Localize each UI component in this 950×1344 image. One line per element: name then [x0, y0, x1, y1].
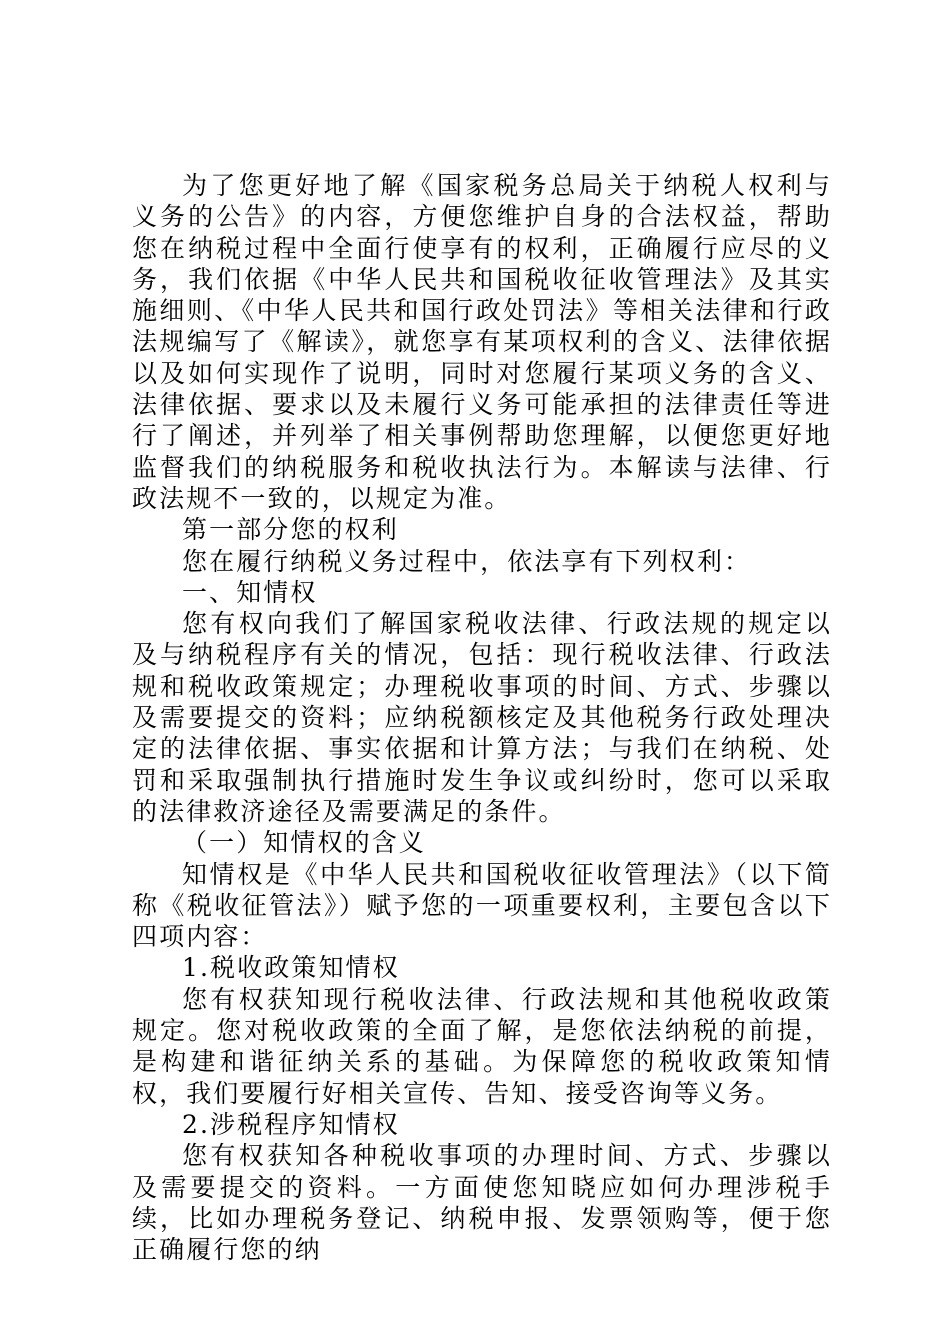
- rights-intro: 您在履行纳税义务过程中，依法享有下列权利：: [182, 546, 752, 576]
- section-1-paragraph: 您有权向我们了解国家税收法律、行政法规的规定以及与纳税程序有关的情况，包括：现行税收法律、行政法规和税收政策规定；办理税收事项的时间、方式、步骤以及需要提交的资料；应纳税额核定及其他税务行政处理决定的法律依据、事实依据和计算方法；与我们在纳税、处罚和采取强制执行措施时发生争议或纠纷时，您可以采取的法律救济途径及需要满足的条件。: [132, 609, 832, 826]
- subsection-1-title: （一）知情权的含义: [182, 828, 426, 858]
- section-1-title: 一、知情权: [182, 577, 318, 607]
- item-1-title: 1.税收政策知情权: [182, 953, 400, 983]
- item-1-paragraph: 您有权获知现行税收法律、行政法规和其他税收政策规定。您对税收政策的全面了解，是您依法纳税的前提，是构建和谐征纳关系的基础。为保障您的税收政策知情权，我们要履行好相关宣传、告知、接受咨询等义务。: [132, 984, 832, 1108]
- subsection-1-paragraph: 知情权是《中华人民共和国税收征收管理法》（以下简称《税收征管法》）赋予您的一项重要权利，主要包含以下四项内容：: [132, 859, 832, 952]
- item-2-title: 2.涉税程序知情权: [182, 1109, 400, 1139]
- part-title: 第一部分您的权利: [182, 515, 399, 545]
- intro-paragraph: 为了您更好地了解《国家税务总局关于纳税人权利与义务的公告》的内容，方便您维护自身的合法权益，帮助您在纳税过程中全面行使享有的权利，正确履行应尽的义务，我们依据《中华人民共和国税收征收管理法》及其实施细则、《中华人民共和国行政处罚法》等相关法律和行政法规编写了《解读》，就您享有某项权利的含义、法律依据以及如何实现作了说明，同时对您履行某项义务的含义、法律依据、要求以及未履行义务可能承担的法律责任等进行了阐述，并列举了相关事例帮助您理解，以便您更好地监督我们的纳税服务和税收执法行为。本解读与法律、行政法规不一致的，以规定为准。: [132, 171, 832, 513]
- item-2-paragraph: 您有权获知各种税收事项的办理时间、方式、步骤以及需要提交的资料。一方面使您知晓应如何办理涉税手续，比如办理税务登记、纳税申报、发票领购等，便于您正确履行您的纳: [132, 1141, 832, 1265]
- document-page: [132, 170, 832, 1265]
